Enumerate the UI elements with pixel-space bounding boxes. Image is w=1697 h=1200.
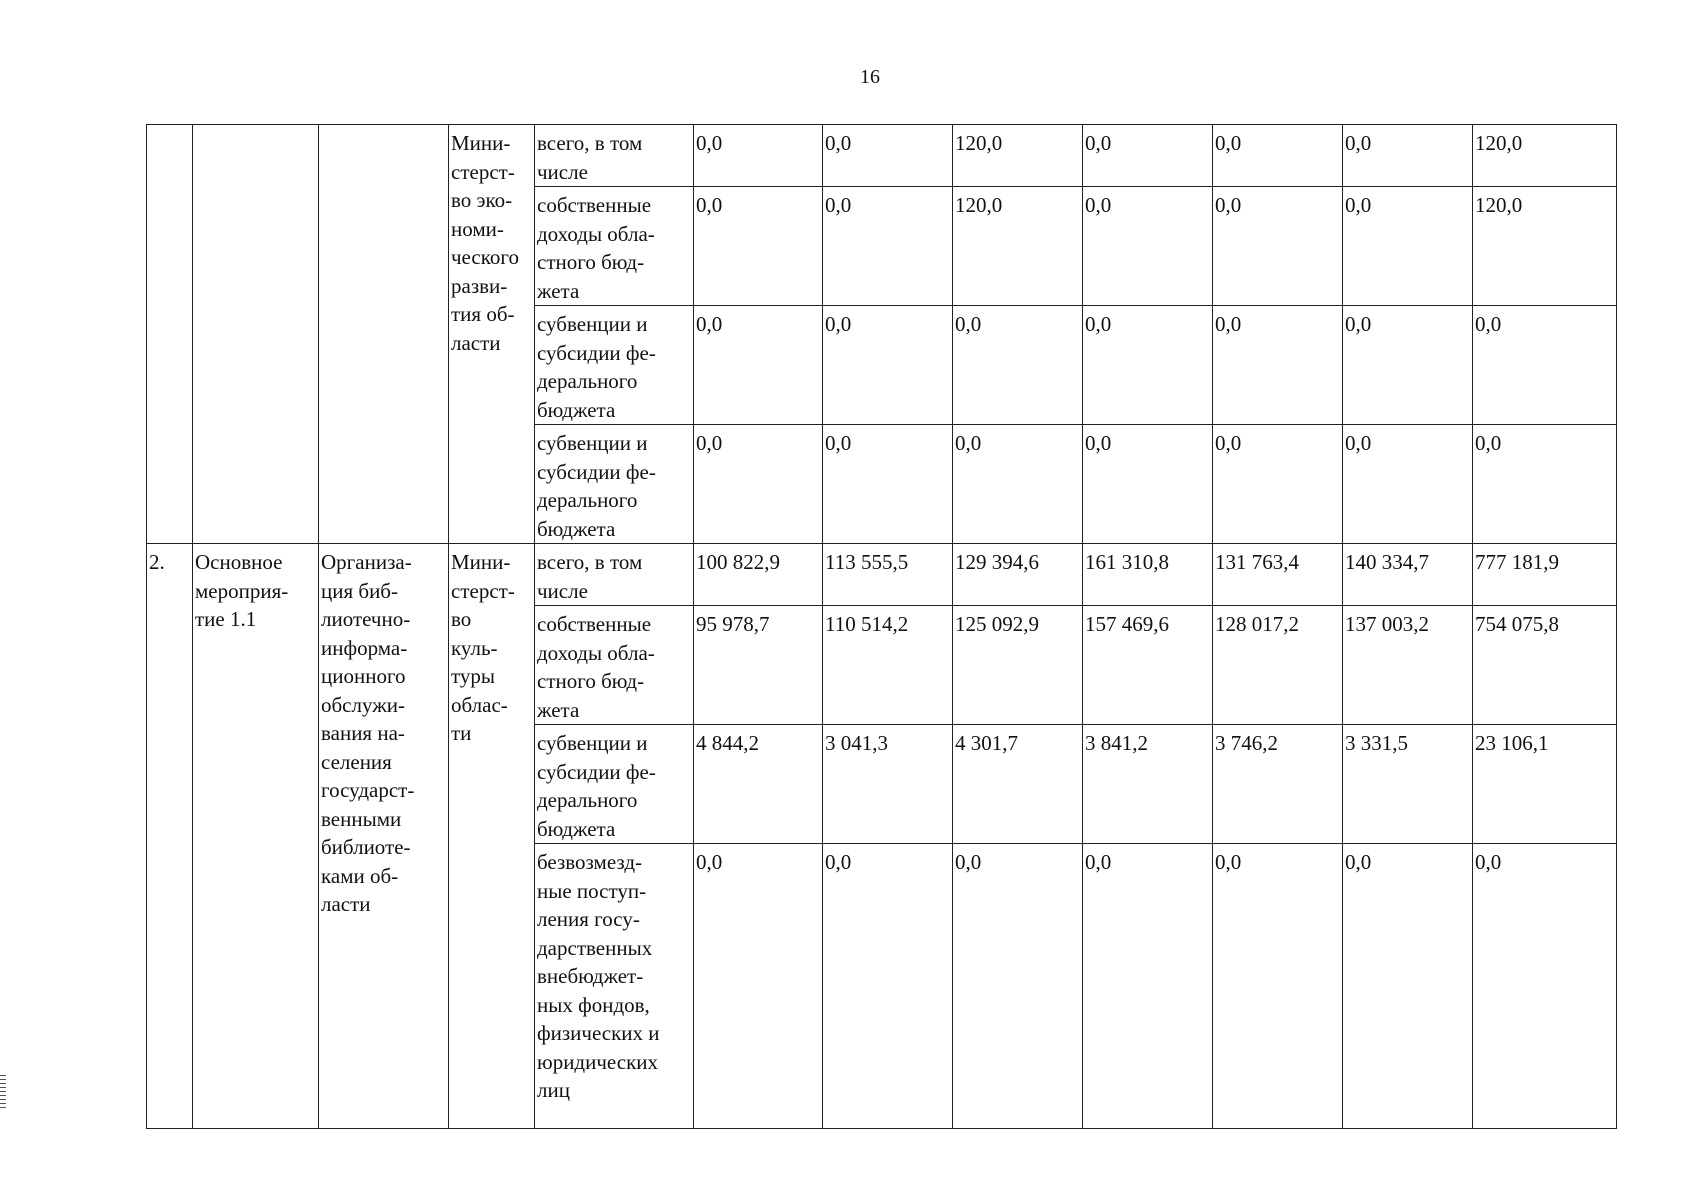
- row-number-cell: 2.: [147, 544, 193, 1129]
- value-cell: 0,0: [694, 187, 823, 306]
- value-cell: 0,0: [1083, 844, 1213, 1129]
- page-number: 16: [860, 66, 880, 88]
- funding-source-cell: субвенции и субсидии фе- дерального бюджета: [535, 725, 694, 844]
- value-cell: 3 746,2: [1213, 725, 1343, 844]
- value-cell: 0,0: [694, 844, 823, 1129]
- executor-cell: Мини- стерст- во эко- номи- ческого разви- тия об- ласти: [449, 125, 535, 544]
- total-cell: 777 181,9: [1473, 544, 1617, 606]
- total-cell: 23 106,1: [1473, 725, 1617, 844]
- value-cell: 125 092,9: [953, 606, 1083, 725]
- table-row: [147, 125, 1617, 187]
- value-cell: 157 469,6: [1083, 606, 1213, 725]
- value-cell: 0,0: [953, 844, 1083, 1129]
- value-cell: 0,0: [823, 425, 953, 544]
- total-cell: 120,0: [1473, 125, 1617, 187]
- value-cell: 3 841,2: [1083, 725, 1213, 844]
- value-cell: 0,0: [823, 187, 953, 306]
- funding-source-cell: собственные доходы обла- стного бюд- жета: [535, 606, 694, 725]
- value-cell: 140 334,7: [1343, 544, 1473, 606]
- value-cell: 4 301,7: [953, 725, 1083, 844]
- total-cell: 754 075,8: [1473, 606, 1617, 725]
- value-cell: 4 844,2: [694, 725, 823, 844]
- value-cell: 0,0: [1343, 425, 1473, 544]
- funding-source-cell: всего, в том числе: [535, 544, 694, 606]
- value-cell: 0,0: [823, 306, 953, 425]
- value-cell: 161 310,8: [1083, 544, 1213, 606]
- value-cell: 0,0: [694, 425, 823, 544]
- event-name-cell: Организа- ция биб- лиотечно- информа- ционного обслужи- вания на- селения государст- венными библиоте- ками об- ласти: [319, 544, 449, 1129]
- total-cell: 0,0: [1473, 844, 1617, 1129]
- value-cell: 0,0: [1213, 306, 1343, 425]
- value-cell: 95 978,7: [694, 606, 823, 725]
- event-cell: Основное мероприя- тие 1.1: [193, 544, 319, 1129]
- event-name-cell: [319, 125, 449, 544]
- value-cell: 0,0: [1213, 125, 1343, 187]
- value-cell: 110 514,2: [823, 606, 953, 725]
- funding-source-cell: всего, в том числе: [535, 125, 694, 187]
- value-cell: 3 041,3: [823, 725, 953, 844]
- funding-source-cell: безвозмезд- ные поступ- ления госу- дарственных внебюджет- ных фондов, физических и юридических лиц: [535, 844, 694, 1129]
- funding-source-cell: субвенции и субсидии фе- дерального бюджета: [535, 425, 694, 544]
- value-cell: 0,0: [1213, 187, 1343, 306]
- row-number-cell: [147, 125, 193, 544]
- value-cell: 0,0: [1083, 306, 1213, 425]
- funding-source-cell: субвенции и субсидии фе- дерального бюджета: [535, 306, 694, 425]
- value-cell: 131 763,4: [1213, 544, 1343, 606]
- value-cell: 0,0: [694, 125, 823, 187]
- value-cell: 0,0: [953, 306, 1083, 425]
- value-cell: 0,0: [1213, 844, 1343, 1129]
- value-cell: 0,0: [953, 425, 1083, 544]
- value-cell: 137 003,2: [1343, 606, 1473, 725]
- budget-table: [146, 124, 1617, 1129]
- value-cell: 120,0: [953, 125, 1083, 187]
- value-cell: 0,0: [1343, 306, 1473, 425]
- value-cell: 120,0: [953, 187, 1083, 306]
- value-cell: 0,0: [1083, 125, 1213, 187]
- value-cell: 0,0: [1083, 425, 1213, 544]
- value-cell: 128 017,2: [1213, 606, 1343, 725]
- funding-source-cell: собственные доходы обла- стного бюд- жета: [535, 187, 694, 306]
- value-cell: 100 822,9: [694, 544, 823, 606]
- value-cell: 129 394,6: [953, 544, 1083, 606]
- value-cell: 3 331,5: [1343, 725, 1473, 844]
- value-cell: 0,0: [823, 125, 953, 187]
- value-cell: 0,0: [1343, 844, 1473, 1129]
- value-cell: 0,0: [823, 844, 953, 1129]
- total-cell: 0,0: [1473, 306, 1617, 425]
- event-cell: [193, 125, 319, 544]
- executor-cell: Мини- стерст- во куль- туры облас- ти: [449, 544, 535, 1129]
- binder-marks: [0, 1075, 6, 1109]
- value-cell: 0,0: [1343, 125, 1473, 187]
- value-cell: 0,0: [1343, 187, 1473, 306]
- value-cell: 113 555,5: [823, 544, 953, 606]
- total-cell: 120,0: [1473, 187, 1617, 306]
- value-cell: 0,0: [1083, 187, 1213, 306]
- total-cell: 0,0: [1473, 425, 1617, 544]
- table-row: [147, 544, 1617, 606]
- value-cell: 0,0: [1213, 425, 1343, 544]
- value-cell: 0,0: [694, 306, 823, 425]
